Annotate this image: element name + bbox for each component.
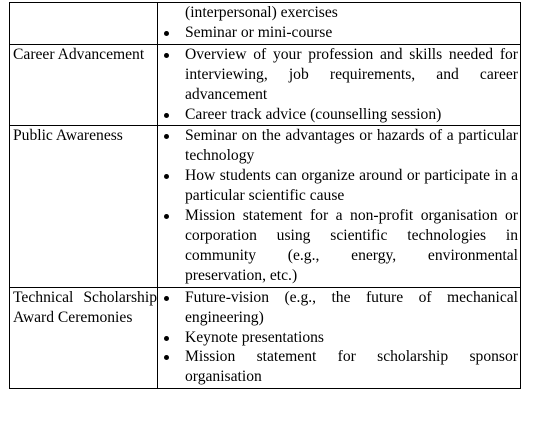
item-text: (interpersonal) exercises	[185, 4, 338, 21]
items-cell	[158, 3, 521, 45]
list-item	[158, 347, 518, 387]
list-item	[158, 3, 518, 23]
bullet-icon	[158, 328, 185, 348]
items-cell	[158, 44, 521, 126]
category-label: Career Advancement	[13, 45, 145, 63]
list-item	[158, 126, 518, 166]
table-row	[10, 3, 521, 45]
category-cell	[10, 126, 158, 287]
bullet-icon	[158, 347, 185, 387]
bullet-icon	[158, 3, 185, 23]
list-item	[158, 45, 518, 105]
item-text: How students can organize around or participate in a particular scientific cause	[185, 167, 518, 205]
item-text: Career track advice (counselling session)	[185, 105, 442, 123]
items-cell	[158, 287, 521, 389]
item-text: Mission statement for a non-profit organisation or corporation using scientific technologies in community (e.g., energy, environmental preservation, etc.)	[185, 207, 518, 284]
bullet-icon	[158, 288, 185, 328]
item-text: Seminar on the advantages or hazards of a particular technology	[185, 127, 518, 165]
category-cell	[10, 287, 158, 389]
list-item	[158, 328, 518, 348]
category-cell	[10, 3, 158, 45]
list-item	[158, 288, 518, 328]
bullet-icon	[158, 45, 185, 105]
activities-table	[9, 2, 521, 389]
bullet-icon	[158, 166, 185, 206]
item-text: Seminar or mini-course	[185, 23, 333, 41]
list-item	[158, 206, 518, 286]
table-row	[10, 44, 521, 126]
category-cell	[10, 44, 158, 126]
bullet-icon	[158, 126, 185, 166]
item-text: Overview of your profession and skills needed for interviewing, job requirements, and career advancement	[185, 45, 518, 103]
item-text: Keynote presentations	[185, 328, 325, 346]
table-row	[10, 287, 521, 389]
item-text: Future-vision (e.g., the future of mechanical engineering)	[185, 288, 518, 326]
table-row	[10, 126, 521, 287]
category-label: Technical Scholarship Award Ceremonies	[13, 288, 157, 326]
list-item	[158, 105, 518, 125]
bullet-icon	[158, 206, 185, 286]
list-item	[158, 166, 518, 206]
category-label: Public Awareness	[13, 127, 123, 145]
bullet-icon	[158, 23, 185, 43]
item-text: Mission statement for scholarship sponsor organisation	[185, 348, 518, 386]
items-cell	[158, 126, 521, 287]
bullet-icon	[158, 105, 185, 125]
list-item	[158, 23, 518, 43]
